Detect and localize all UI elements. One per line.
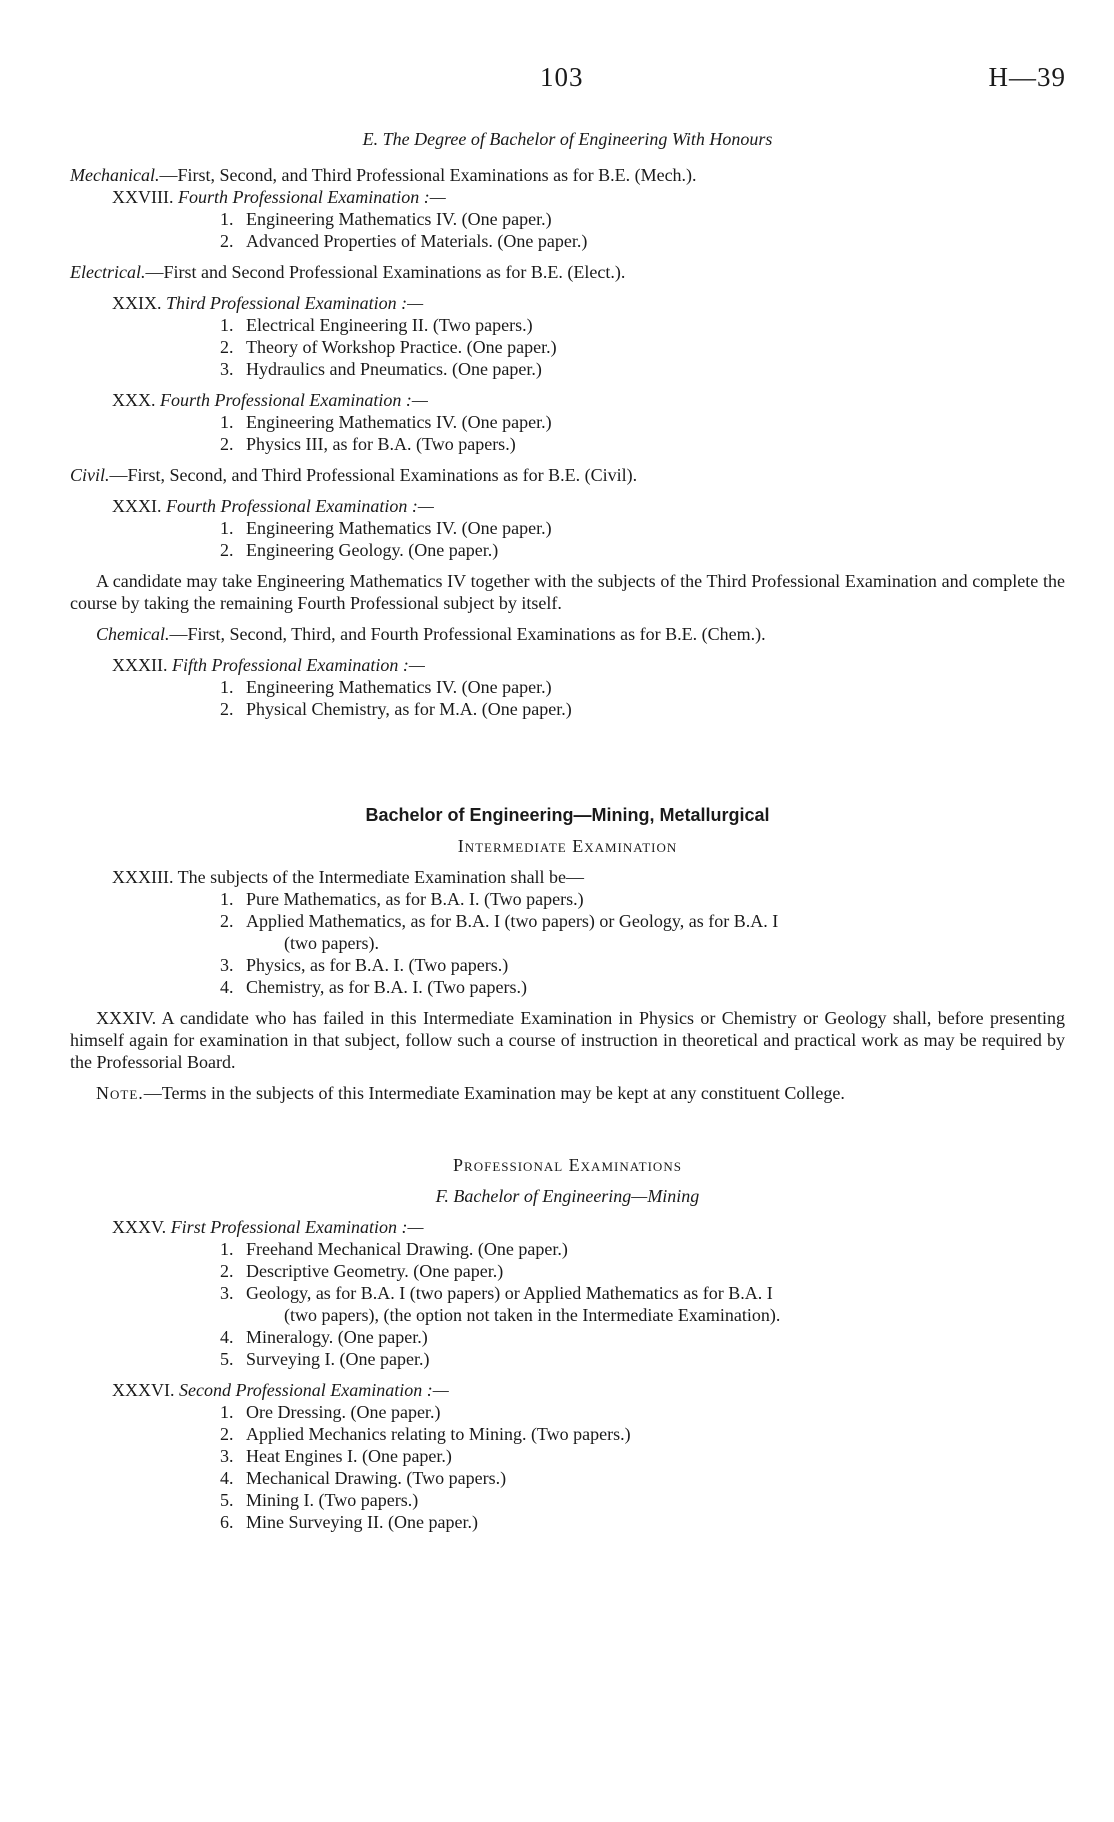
item-number: 5.: [220, 1349, 234, 1369]
clause-number: XXX.: [112, 390, 156, 410]
item-number: 4.: [220, 977, 234, 997]
list-item: [70, 1511, 1065, 1533]
intermediate-title: Intermediate Examination: [457, 836, 678, 856]
clause-xxx-items: [70, 411, 1065, 455]
list-item: [70, 676, 1065, 698]
item-number: 2.: [220, 231, 234, 251]
item-number: 4.: [220, 1327, 234, 1347]
item-text: Geology, as for B.A. I (two papers) or Applied Mathematics as for B.A. I: [246, 1283, 773, 1303]
item-text: Engineering Mathematics IV. (One paper.): [246, 412, 552, 432]
item-number: 3.: [220, 359, 234, 379]
mining-heading: Bachelor of Engineering—Mining, Metallurgical: [365, 805, 770, 825]
item-number: 3.: [220, 955, 234, 975]
clause-number: XXXV.: [112, 1217, 167, 1237]
document-reference: H—39: [988, 62, 1066, 92]
list-item: [70, 910, 1065, 954]
list-item: [70, 1282, 1065, 1326]
list-item: [70, 1238, 1065, 1260]
item-text: Hydraulics and Pneumatics. (One paper.): [246, 359, 542, 379]
clause-title: First Professional Examination :—: [170, 1217, 424, 1237]
item-text: Advanced Properties of Materials. (One paper.): [246, 231, 588, 251]
clause-xxviii-heading: [70, 186, 1065, 208]
electrical-text: —First and Second Professional Examinations as for B.E. (Elect.).: [145, 262, 626, 282]
clause-xxxii-items: [70, 676, 1065, 720]
clause-xxxvi-items: [70, 1401, 1065, 1533]
chemical-text: —First, Second, Third, and Fourth Professional Examinations as for B.E. (Chem.).: [169, 624, 766, 644]
clause-number: XXXIV.: [96, 1008, 157, 1028]
item-text: Engineering Mathematics IV. (One paper.): [246, 677, 552, 697]
item-number: 1.: [220, 209, 234, 229]
clause-xxix-items: [70, 314, 1065, 380]
item-text: Engineering Geology. (One paper.): [246, 540, 499, 560]
clause-title: Second Professional Examination :—: [179, 1380, 449, 1400]
item-text: Theory of Workshop Practice. (One paper.): [246, 337, 557, 357]
note-lead: Note.: [96, 1083, 144, 1103]
clause-xxix-heading: [70, 292, 1065, 314]
intermediate-note: [70, 1082, 1065, 1104]
list-item: [70, 1423, 1065, 1445]
clause-xxxiii-items: [70, 888, 1065, 998]
clause-xxxi-items: [70, 517, 1065, 561]
clause-xxxv-items: [70, 1238, 1065, 1370]
item-text: Engineering Mathematics IV. (One paper.): [246, 209, 552, 229]
item-number: 2.: [220, 434, 234, 454]
item-continuation: (two papers).: [284, 933, 379, 953]
page-content: [70, 128, 1065, 1533]
chemical-lead: Chemical.: [96, 624, 170, 644]
item-text: Engineering Mathematics IV. (One paper.): [246, 518, 552, 538]
list-item: [70, 1401, 1065, 1423]
clause-text: The subjects of the Intermediate Examination shall be—: [177, 867, 585, 887]
clause-xxx-heading: [70, 389, 1065, 411]
item-text: Mine Surveying II. (One paper.): [246, 1512, 478, 1532]
list-item: [70, 411, 1065, 433]
clause-title: Third Professional Examination :—: [166, 293, 424, 313]
list-item: [70, 976, 1065, 998]
list-item: [70, 358, 1065, 380]
list-item: [70, 1348, 1065, 1370]
note-text: —Terms in the subjects of this Intermediate Examination may be kept at any constituent College.: [143, 1083, 845, 1103]
civil-text: —First, Second, and Third Professional Examinations as for B.E. (Civil).: [109, 465, 638, 485]
item-text: Heat Engines I. (One paper.): [246, 1446, 452, 1466]
item-number: 1.: [220, 518, 234, 538]
clause-number: XXXII.: [112, 655, 168, 675]
item-text: Freehand Mechanical Drawing. (One paper.): [246, 1239, 568, 1259]
item-text: Mineralogy. (One paper.): [246, 1327, 428, 1347]
item-number: 1.: [220, 677, 234, 697]
section-e-title: E. The Degree of Bachelor of Engineering With Honours: [362, 129, 773, 149]
item-text: Mechanical Drawing. (Two papers.): [246, 1468, 507, 1488]
list-item: [70, 1489, 1065, 1511]
item-text: Descriptive Geometry. (One paper.): [246, 1261, 504, 1281]
electrical-lead: Electrical.: [70, 262, 146, 282]
list-item: [70, 230, 1065, 252]
item-text: Physics III, as for B.A. (Two papers.): [246, 434, 516, 454]
clause-xxxii-heading: [70, 654, 1065, 676]
item-number: 4.: [220, 1468, 234, 1488]
list-item: [70, 1326, 1065, 1348]
item-number: 3.: [220, 1283, 234, 1303]
item-text: Physics, as for B.A. I. (Two papers.): [246, 955, 509, 975]
civil-note: A candidate may take Engineering Mathematics IV together with the subjects of the Third Professional Examination and complete the course by taking the remaining Fourth Professional subject by itself.: [70, 571, 1065, 613]
item-text: Ore Dressing. (One paper.): [246, 1402, 441, 1422]
item-number: 2.: [220, 699, 234, 719]
list-item: [70, 888, 1065, 910]
item-number: 1.: [220, 315, 234, 335]
clause-number: XXXVI.: [112, 1380, 175, 1400]
civil-lead: Civil.: [70, 465, 110, 485]
list-item: [70, 698, 1065, 720]
civil-paragraph: [70, 464, 1065, 486]
item-number: 1.: [220, 412, 234, 432]
section-f-title: F. Bachelor of Engineering—Mining: [435, 1186, 700, 1206]
electrical-paragraph: [70, 261, 1065, 283]
chemical-paragraph: [70, 623, 1065, 645]
clause-title: Fourth Professional Examination :—: [177, 187, 446, 207]
item-text: Chemistry, as for B.A. I. (Two papers.): [246, 977, 528, 997]
clause-number: XXXI.: [112, 496, 162, 516]
clause-xxxiv: [70, 1007, 1065, 1073]
item-number: 2.: [220, 1424, 234, 1444]
clause-title: Fourth Professional Examination :—: [160, 390, 428, 410]
item-number: 5.: [220, 1490, 234, 1510]
clause-xxxvi-heading: [70, 1379, 1065, 1401]
item-number: 1.: [220, 889, 234, 909]
clause-title: Fifth Professional Examination :—: [172, 655, 425, 675]
item-text: Pure Mathematics, as for B.A. I. (Two papers.): [246, 889, 584, 909]
item-number: 1.: [220, 1402, 234, 1422]
list-item: [70, 433, 1065, 455]
clause-number: XXXIII.: [112, 867, 174, 887]
item-number: 3.: [220, 1446, 234, 1466]
professional-title: Professional Examinations: [453, 1155, 682, 1175]
item-text: Electrical Engineering II. (Two papers.): [246, 315, 533, 335]
item-continuation: (two papers), (the option not taken in the Intermediate Examination).: [284, 1305, 781, 1325]
clause-text: A candidate who has failed in this Intermediate Examination in Physics or Chemistry or Geology shall, before presenting himself again for examination in that subject, follow such a course of instruction in theoretical and practical work as may be required by the Professorial Board.: [70, 1008, 1065, 1072]
list-item: [70, 314, 1065, 336]
item-number: 2.: [220, 1261, 234, 1281]
item-number: 1.: [220, 1239, 234, 1259]
list-item: [70, 208, 1065, 230]
list-item: [70, 336, 1065, 358]
clause-xxxi-heading: [70, 495, 1065, 517]
clause-xxviii-items: [70, 208, 1065, 252]
mechanical-paragraph: [70, 164, 1065, 186]
item-text: Applied Mathematics, as for B.A. I (two papers) or Geology, as for B.A. I: [246, 911, 779, 931]
mechanical-text: —First, Second, and Third Professional Examinations as for B.E. (Mech.).: [159, 165, 697, 185]
clause-xxxv-heading: [70, 1216, 1065, 1238]
list-item: [70, 1445, 1065, 1467]
page-number: 103: [540, 62, 584, 92]
clause-xxxiii-heading: [70, 866, 1065, 888]
clause-number: XXIX.: [112, 293, 162, 313]
item-text: Applied Mechanics relating to Mining. (Two papers.): [246, 1424, 631, 1444]
item-number: 2.: [220, 337, 234, 357]
list-item: [70, 954, 1065, 976]
clause-title: Fourth Professional Examination :—: [166, 496, 434, 516]
item-text: Surveying I. (One paper.): [246, 1349, 430, 1369]
item-text: Physical Chemistry, as for M.A. (One paper.): [246, 699, 572, 719]
item-text: Mining I. (Two papers.): [246, 1490, 419, 1510]
list-item: [70, 517, 1065, 539]
item-number: 6.: [220, 1512, 234, 1532]
list-item: [70, 1467, 1065, 1489]
clause-number: XXVIII.: [112, 187, 174, 207]
item-number: 2.: [220, 540, 234, 560]
mechanical-lead: Mechanical.: [70, 165, 160, 185]
item-number: 2.: [220, 911, 234, 931]
list-item: [70, 1260, 1065, 1282]
list-item: [70, 539, 1065, 561]
